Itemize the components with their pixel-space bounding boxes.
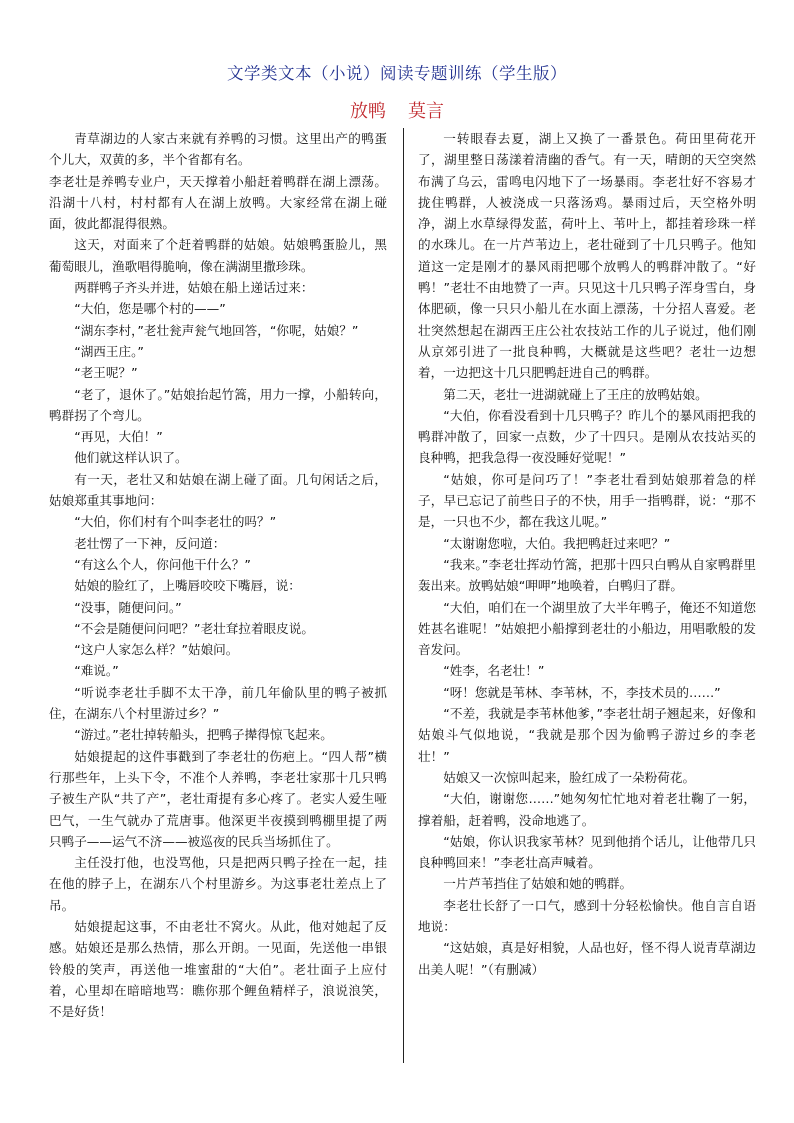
paragraph: 有一天，老壮又和姑娘在湖上碰了面。几句闲话之后，姑娘郑重其事地问： — [49, 471, 387, 509]
right-column — [418, 128, 756, 980]
paragraph: 主任没打他，也没骂他，只是把两只鸭子拴在一起，挂在他的脖子上，在湖东八个村里游乡。为这事老壮差点上了吊。 — [49, 855, 387, 913]
paragraph: 两群鸭子齐头并进，姑娘在船上递话过来： — [74, 280, 314, 296]
paragraph: “有这么个人，你问他干什么？” — [74, 556, 251, 572]
column-divider — [403, 128, 404, 1063]
paragraph: “姓李，名老壮！” — [443, 663, 545, 679]
paragraph: 一转眼春去夏，湖上又换了一番景色。荷田里荷花开了，湖里整日荡漾着清幽的香气。有一天，晴朗的天空突然布满了乌云，雷鸣电闪地下了一场暴雨。李老壮好不容易才拢住鸭群，人被浇成一只落汤鸡。暴雨过后，天空格外明净，湖上水草绿得发蓝，荷叶上、苇叶上，都挂着珍珠一样的水珠儿。在一片芦苇边上，老壮碰到了十几只鸭子。他知道这一定是刚才的暴风雨把哪个放鸭人的鸭群冲散了。“好鸭！”老壮不由地赞了一声。只见这十几只鸭子浑身雪白，身体肥硕，像一只只小船儿在水面上漂荡，十分招人喜爱。老壮突然想起在湖西王庄公社农技站工作的儿子说过，他们刚从京郊引进了一批良种鸭，大概就是这些吧？老壮一边想着，一边把这十几只肥鸭赶进自己的鸭群。 — [418, 131, 756, 381]
story-title: 放鸭 — [350, 101, 386, 122]
paragraph: “难说。” — [74, 663, 119, 679]
paragraph: “太谢谢您啦，大伯。我把鸭赶过来吧？” — [443, 535, 671, 551]
paragraph: 这天，对面来了个赶着鸭群的姑娘。姑娘鸭蛋脸儿，黑葡萄眼儿，渔歌唱得脆响，像在满湖里撒珍珠。 — [49, 237, 387, 274]
paragraph: 他们就这样认识了。 — [74, 450, 188, 466]
paragraph: “老王呢？” — [74, 365, 138, 381]
left-column — [49, 128, 387, 1022]
paragraph: 青草湖边的人家古来就有养鸭的习惯。这里出产的鸭蛋个儿大，双黄的多，半个省都有名。 — [49, 131, 387, 168]
paragraph: “大伯，您是哪个村的——” — [74, 301, 226, 317]
paragraph: 李老壮长舒了一口气，感到十分轻松愉快。他自言自语地说： — [418, 897, 756, 934]
story-author: 莫言 — [408, 101, 444, 122]
paragraph: “再见，大伯！” — [74, 429, 163, 445]
paragraph: “游过。”老壮掉转船头，把鸭子撵得惊飞起来。 — [74, 727, 333, 743]
paragraph: “姑娘，你可是问巧了！”李老壮看到姑娘那着急的样子，早已忘记了前些日子的不快，用手一指鸭群，说：“那不是，一只也不少，都在我这儿呢。” — [418, 471, 756, 530]
paragraph: “听说李老壮手脚不太干净，前几年偷队里的鸭子被抓住，在湖东八个村里游过乡？” — [49, 684, 387, 722]
paragraph: 第二天，老壮一进湖就碰上了王庄的放鸭姑娘。 — [443, 386, 708, 402]
paragraph: “这户人家怎么样？”姑娘问。 — [74, 642, 239, 658]
paragraph: “湖东李村，”老壮瓮声瓮气地回答，“你呢，姑娘？” — [74, 322, 359, 338]
paragraph: 姑娘又一次惊叫起来，脸红成了一朵粉荷花。 — [443, 769, 696, 785]
paragraph: “老了，退休了。”姑娘抬起竹篙，用力一撑，小船转向，鸭群拐了个弯儿。 — [49, 386, 387, 423]
paragraph: 一片芦苇挡住了姑娘和她的鸭群。 — [443, 876, 633, 892]
paragraph: “我来。”李老壮挥动竹篙，把那十四只白鸭从自家鸭群里轰出来。放鸭姑娘“呷呷”地唤着，白鸭归了群。 — [418, 556, 756, 594]
paragraph: “没事，随便问问。” — [74, 599, 182, 615]
story-heading — [0, 97, 794, 123]
paragraph: 李老壮是养鸭专业户，天天撑着小船赶着鸭群在湖上漂荡。沿湖十八村，村村都有人在湖上放鸭。大家经常在湖上碰面，彼此都混得很熟。 — [49, 173, 387, 232]
paragraph: “湖西王庄。” — [74, 343, 144, 359]
paragraph: “大伯，你看没看到十几只鸭子？昨儿个的暴风雨把我的鸭群冲散了，回家一点数，少了十四只。是刚从农技站买的良种鸭，把我急得一夜没睡好觉呢！” — [418, 407, 756, 466]
paragraph: “姑娘，你认识我家苇林？见到他捎个话儿，让他带几只良种鸭回来！”李老壮高声喊着。 — [418, 833, 756, 871]
document-title: 文学类文本（小说）阅读专题训练（学生版） — [227, 64, 567, 83]
paragraph: “不会是随便问问吧？”老壮耷拉着眼皮说。 — [74, 620, 314, 636]
paragraph: 老壮愣了一下神，反问道： — [74, 535, 226, 551]
paragraph: “不差，我就是李苇林他爹，”李老壮胡子翘起来，好像和姑娘斗气似地说，“我就是那个因为偷鸭子游过乡的李老壮！” — [418, 706, 756, 764]
paragraph: “这姑娘，真是好相貌，人品也好，怪不得人说青草湖边出美人呢！”（有删减） — [418, 940, 756, 977]
paragraph: “大伯，咱们在一个湖里放了大半年鸭子，俺还不知道您姓甚名谁呢！”姑娘把小船撑到老壮的小船边，用唱歌般的发音发问。 — [418, 599, 756, 658]
paragraph: “呀！您就是苇林、李苇林，不，李技术员的……” — [443, 684, 721, 700]
paragraph: “大伯，谢谢您……”她匆匆忙忙地对着老壮鞠了一躬，撑着船，赶着鸭，没命地逃了。 — [418, 791, 756, 828]
paragraph: 姑娘的脸红了，上嘴唇咬咬下嘴唇，说： — [74, 578, 301, 594]
paragraph: 姑娘提起的这件事戳到了李老壮的伤疤上。“四人帮”横行那些年，上头下令，不准个人养鸭，李老壮家那十几只鸭子被生产队“共了产”，老壮甭提有多心疼了。老实人爱生哑巴气，一生气就办了荒唐事。他深更半夜摸到鸭棚里提了两只鸭子——运气不济——被巡夜的民兵当场抓住了。 — [49, 748, 387, 849]
paragraph: “大伯，你们村有个叫李老壮的吗？” — [74, 514, 277, 530]
paragraph: 姑娘提起这事，不由老壮不窝火。从此，他对她起了反感。姑娘还是那么热情，那么开朗。一见面，先送他一串银铃般的笑声，再送他一堆蜜甜的“大伯”。老壮面子上应付着，心里却在暗暗地骂：瞧你那个鲤鱼精样子，浪说浪笑，不是好货！ — [49, 918, 387, 1020]
